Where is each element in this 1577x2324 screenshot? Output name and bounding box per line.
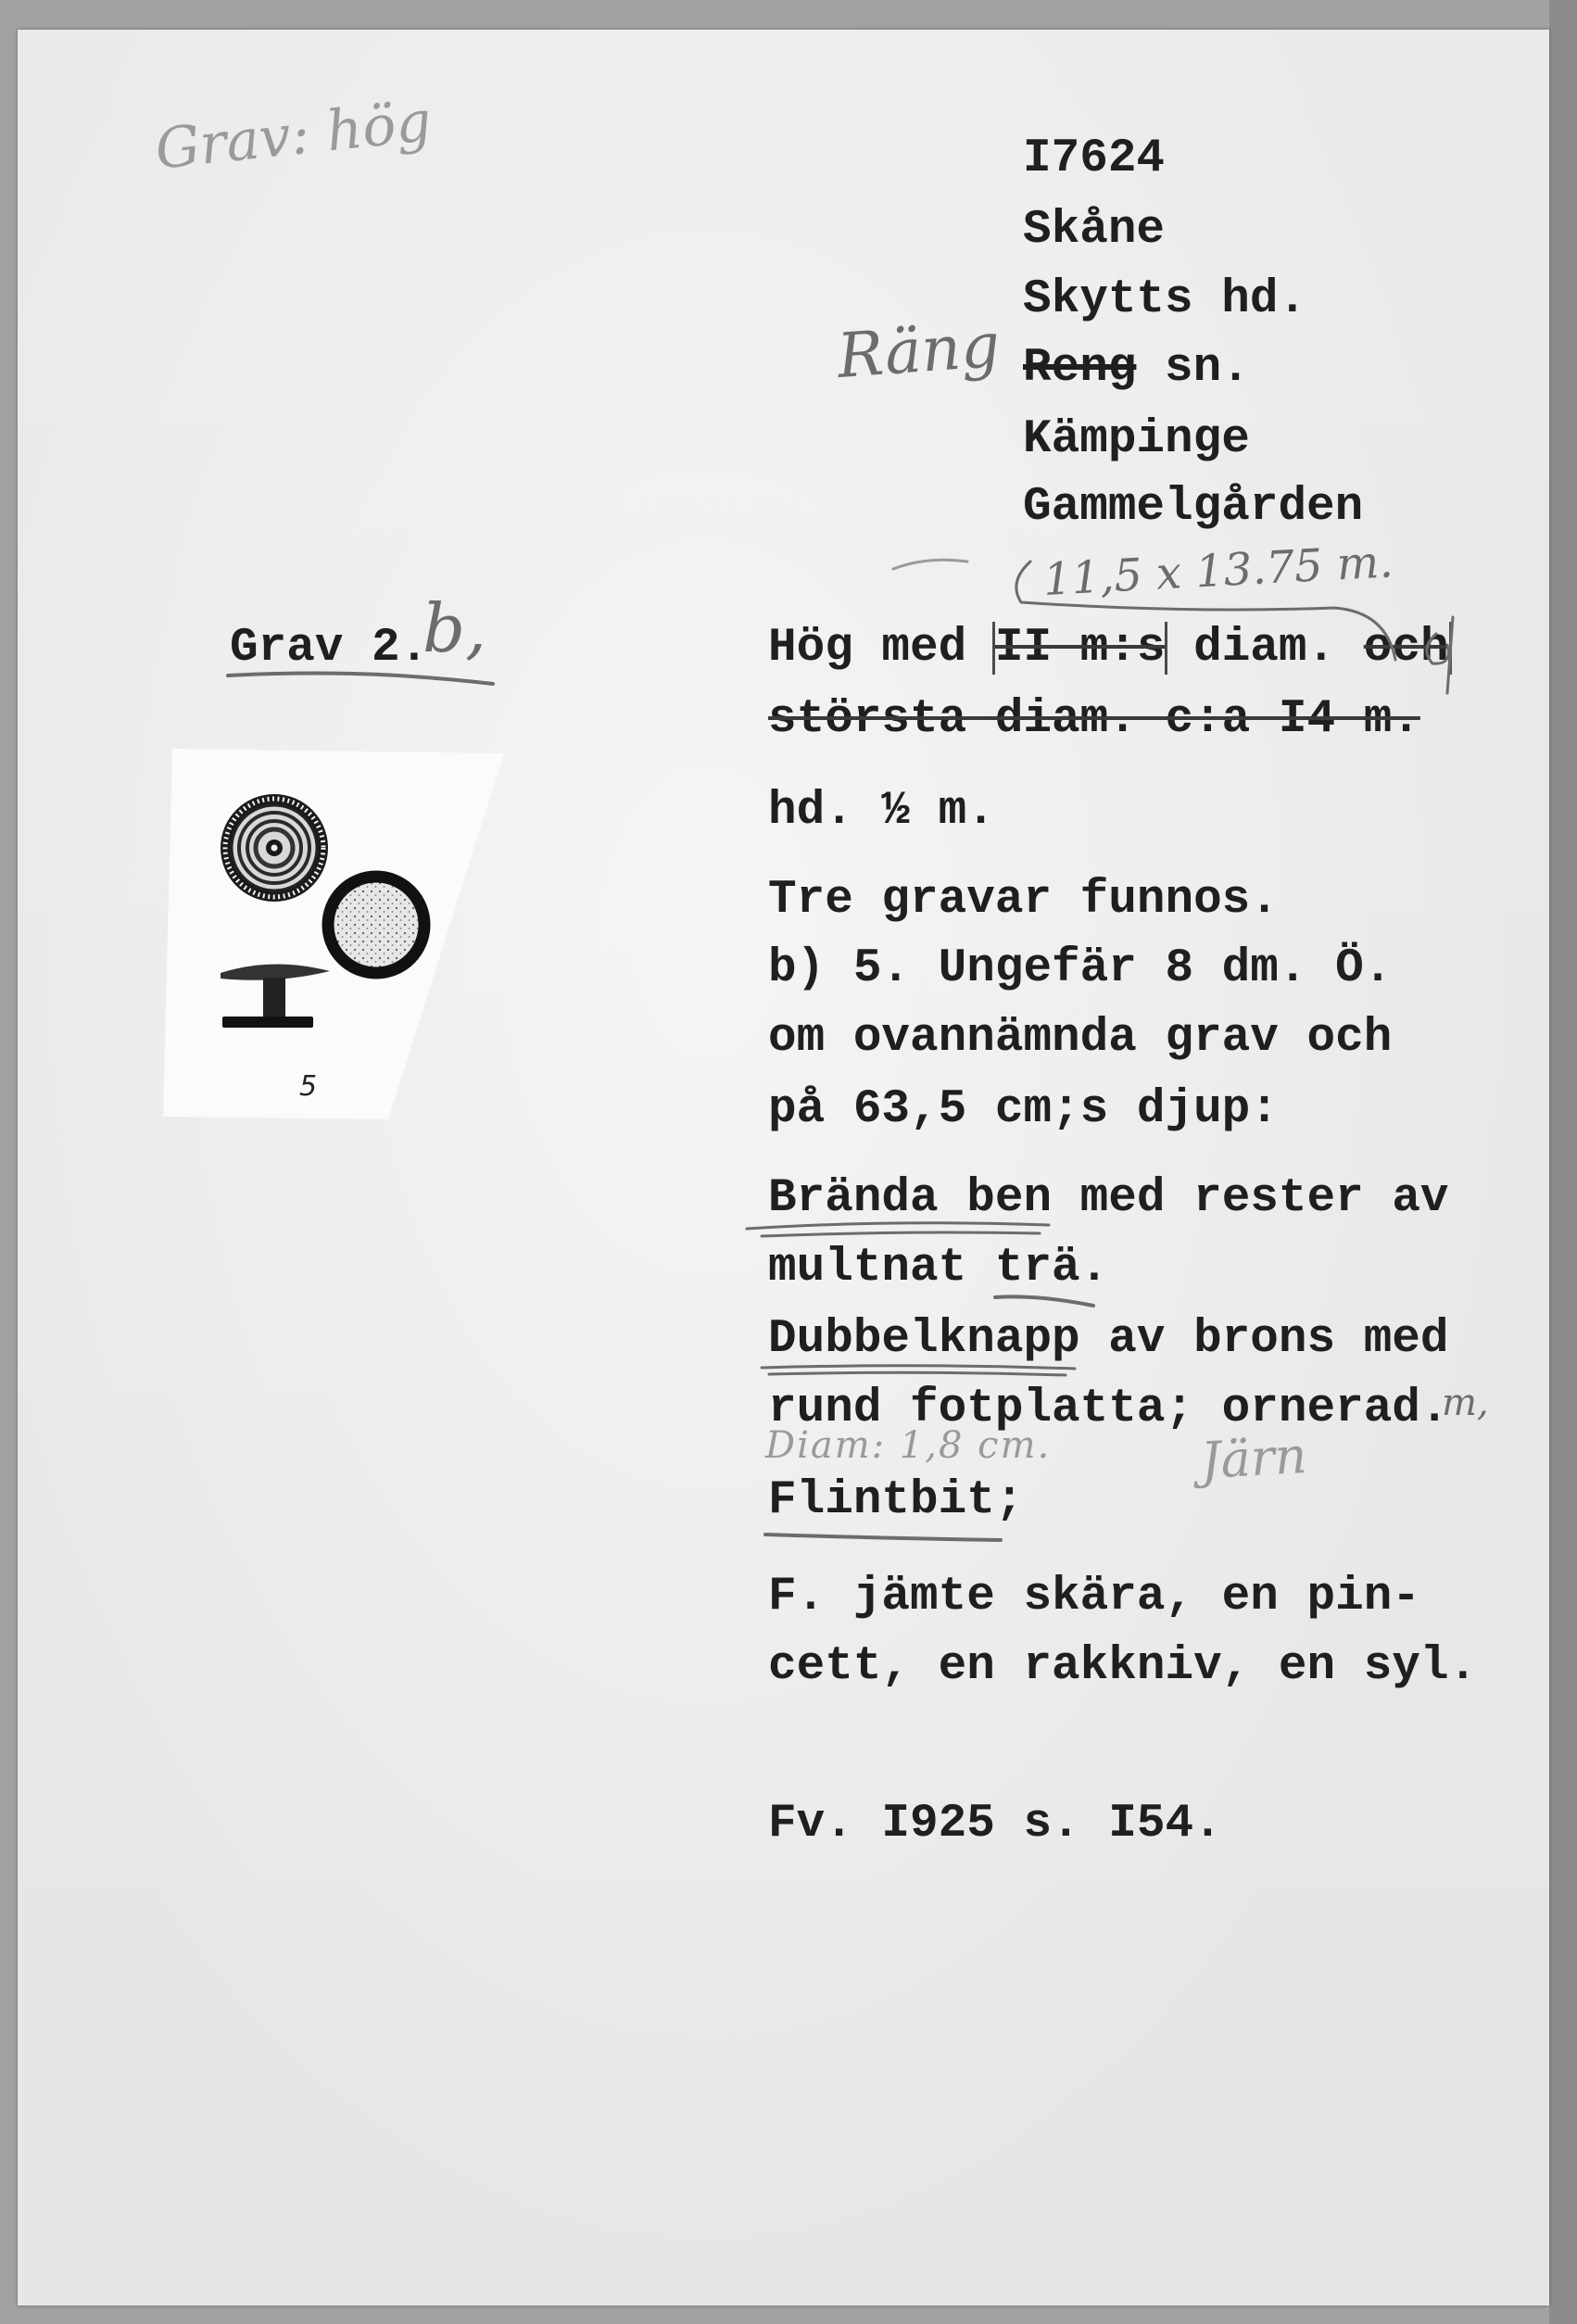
handwritten-heading: Grav: hög <box>152 88 435 183</box>
double-button-underline <box>762 1366 1075 1375</box>
comparison-line-1: F. jämte skära, en pin- <box>768 1571 1420 1623</box>
burnt-bones-underline <box>747 1223 1049 1236</box>
village: Kämpinge <box>1023 413 1250 466</box>
farm: Gammelgården <box>1023 481 1364 534</box>
burnt-bones-rest: med rester av <box>1052 1172 1449 1225</box>
grave-label: Grav 2. <box>230 622 429 675</box>
conjunction-correction-mark <box>1427 617 1453 693</box>
parish-suffix: sn. <box>1136 342 1250 395</box>
mound-size-arrow-mark <box>893 560 967 569</box>
parish-typed-struck: Reng <box>1023 342 1137 395</box>
mound-size-bracket <box>1016 562 1395 660</box>
double-button-term: Dubbelknapp <box>768 1313 1080 1366</box>
mound-size-handwritten: 11,5 x 13.75 m. <box>1041 536 1394 606</box>
figure-number: 5 <box>299 1070 318 1103</box>
graves-found: Tre gravar funnos. <box>768 874 1279 927</box>
mound-diameter-prefix: Hög med <box>768 622 995 675</box>
province: Skåne <box>1023 204 1166 257</box>
button-diameter-handwritten: Diam: 1,8 cm. <box>765 1424 1052 1467</box>
hundred: Skytts hd. <box>1023 273 1307 326</box>
material-handwritten: Järn <box>1199 1426 1308 1490</box>
mound-height: hd. ½ m. <box>768 785 995 838</box>
position-line-3: på 63,5 cm;s djup: <box>768 1083 1279 1136</box>
mound-diameter-unit: diam. <box>1165 622 1364 675</box>
wood-prefix: multnat <box>768 1242 995 1295</box>
position-line-2: om ovannämnda grav och <box>768 1012 1393 1065</box>
comparison-line-2: cett, en rakkniv, en syl. <box>768 1640 1478 1693</box>
flint-underline <box>765 1535 1001 1540</box>
double-button-line-2: rund fotplatta; ornerad. <box>768 1383 1449 1435</box>
wood-term: trä. <box>994 1242 1109 1295</box>
catalogue-number: I7624 <box>1023 133 1166 185</box>
grave-letter-handwritten: b, <box>423 589 486 667</box>
struck-diameter-value: II m:s <box>992 622 1168 675</box>
grave-label-underline <box>228 674 493 685</box>
button-note-handwritten: m, <box>1442 1382 1489 1424</box>
burnt-bones-term: Brända ben <box>768 1172 1053 1225</box>
position-line-1: b) 5. Ungefär 8 dm. Ö. <box>768 942 1393 995</box>
struck-max-diameter-line: största diam. c:a I4 m. <box>768 693 1420 746</box>
flint-term: Flintbit; <box>768 1474 1024 1527</box>
struck-conjunction: och <box>1364 622 1452 675</box>
double-button-rest: av brons med <box>1079 1313 1449 1366</box>
wood-underline <box>995 1296 1093 1306</box>
literature-reference: Fv. I925 s. I54. <box>768 1798 1222 1850</box>
parish-handwritten-correction: Räng <box>835 309 1003 392</box>
